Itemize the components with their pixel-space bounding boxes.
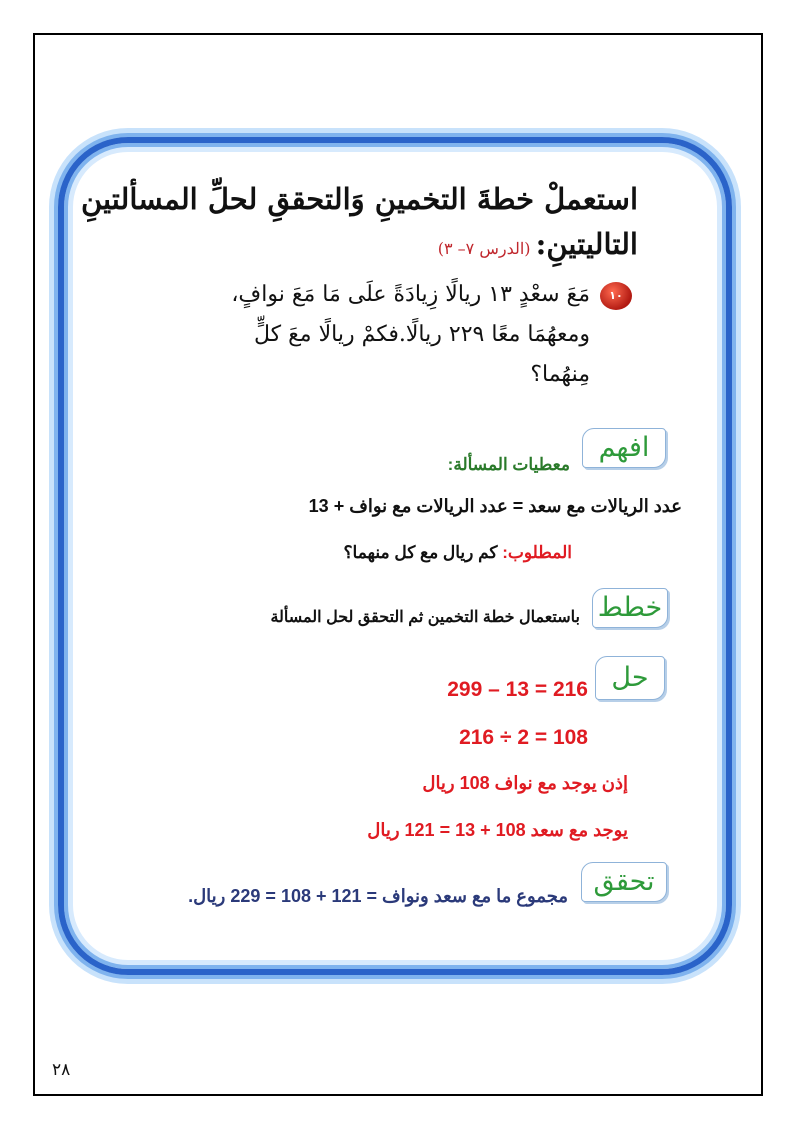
plan-text: باستعمال خطة التخمين ثم التحقق لحل المسألة	[270, 609, 580, 626]
lesson-reference: (الدرس ٧– ٣)	[437, 239, 531, 258]
page-number: ٢٨	[52, 1060, 71, 1080]
plan-tag-text: خطط	[597, 592, 663, 623]
required-line	[344, 543, 573, 563]
understand-tag	[582, 428, 666, 468]
required-label: المطلوب:	[502, 543, 572, 562]
check-tag-text: تحقق	[593, 866, 655, 897]
problem-line-1: مَعَ سعْدٍ ١٣ ريالًا زِيادَةً علَى مَا مَعَ نوافٍ،	[231, 282, 590, 307]
problem-line-2: ومعهُمَا معًا ٢٢٩ ريالًا.فكمْ ريالًا معَ كلٍّ	[253, 322, 590, 347]
check-tag	[581, 862, 667, 902]
heading-line-1: استعملْ خطةَ التخمينِ وَالتحققِ لحلِّ المسألتينِ	[80, 182, 638, 216]
solve-line-3: إذن يوجد مع نواف 108 ريال	[422, 773, 628, 793]
given-equation: عدد الريالات مع سعد = عدد الريالات مع نواف + 13	[308, 496, 682, 516]
solve-equation-1: 216 = 13 – 299	[447, 678, 588, 701]
heading-continuation: التاليتينِ:	[535, 227, 638, 261]
check-text: مجموع ما مع سعد ونواف = 121 + 108 = 229 ريال.	[188, 886, 568, 906]
problem-line-3: مِنهُما؟	[530, 362, 590, 387]
solve-equation-2: 108 = 2 ÷ 216	[459, 726, 588, 749]
solve-tag-text: حل	[611, 662, 649, 693]
solve-tag	[595, 656, 665, 700]
required-text: كم ريال مع كل منهما؟	[343, 543, 498, 562]
heading-line-2	[438, 227, 638, 261]
problem-number-badge: ١٠	[600, 282, 632, 310]
understand-tag-text: افهم	[598, 432, 650, 463]
solve-line-4: يوجد مع سعد 108 + 13 = 121 ريال	[367, 820, 628, 840]
givens-label: معطيات المسألة:	[447, 455, 570, 474]
plan-tag	[592, 588, 668, 628]
